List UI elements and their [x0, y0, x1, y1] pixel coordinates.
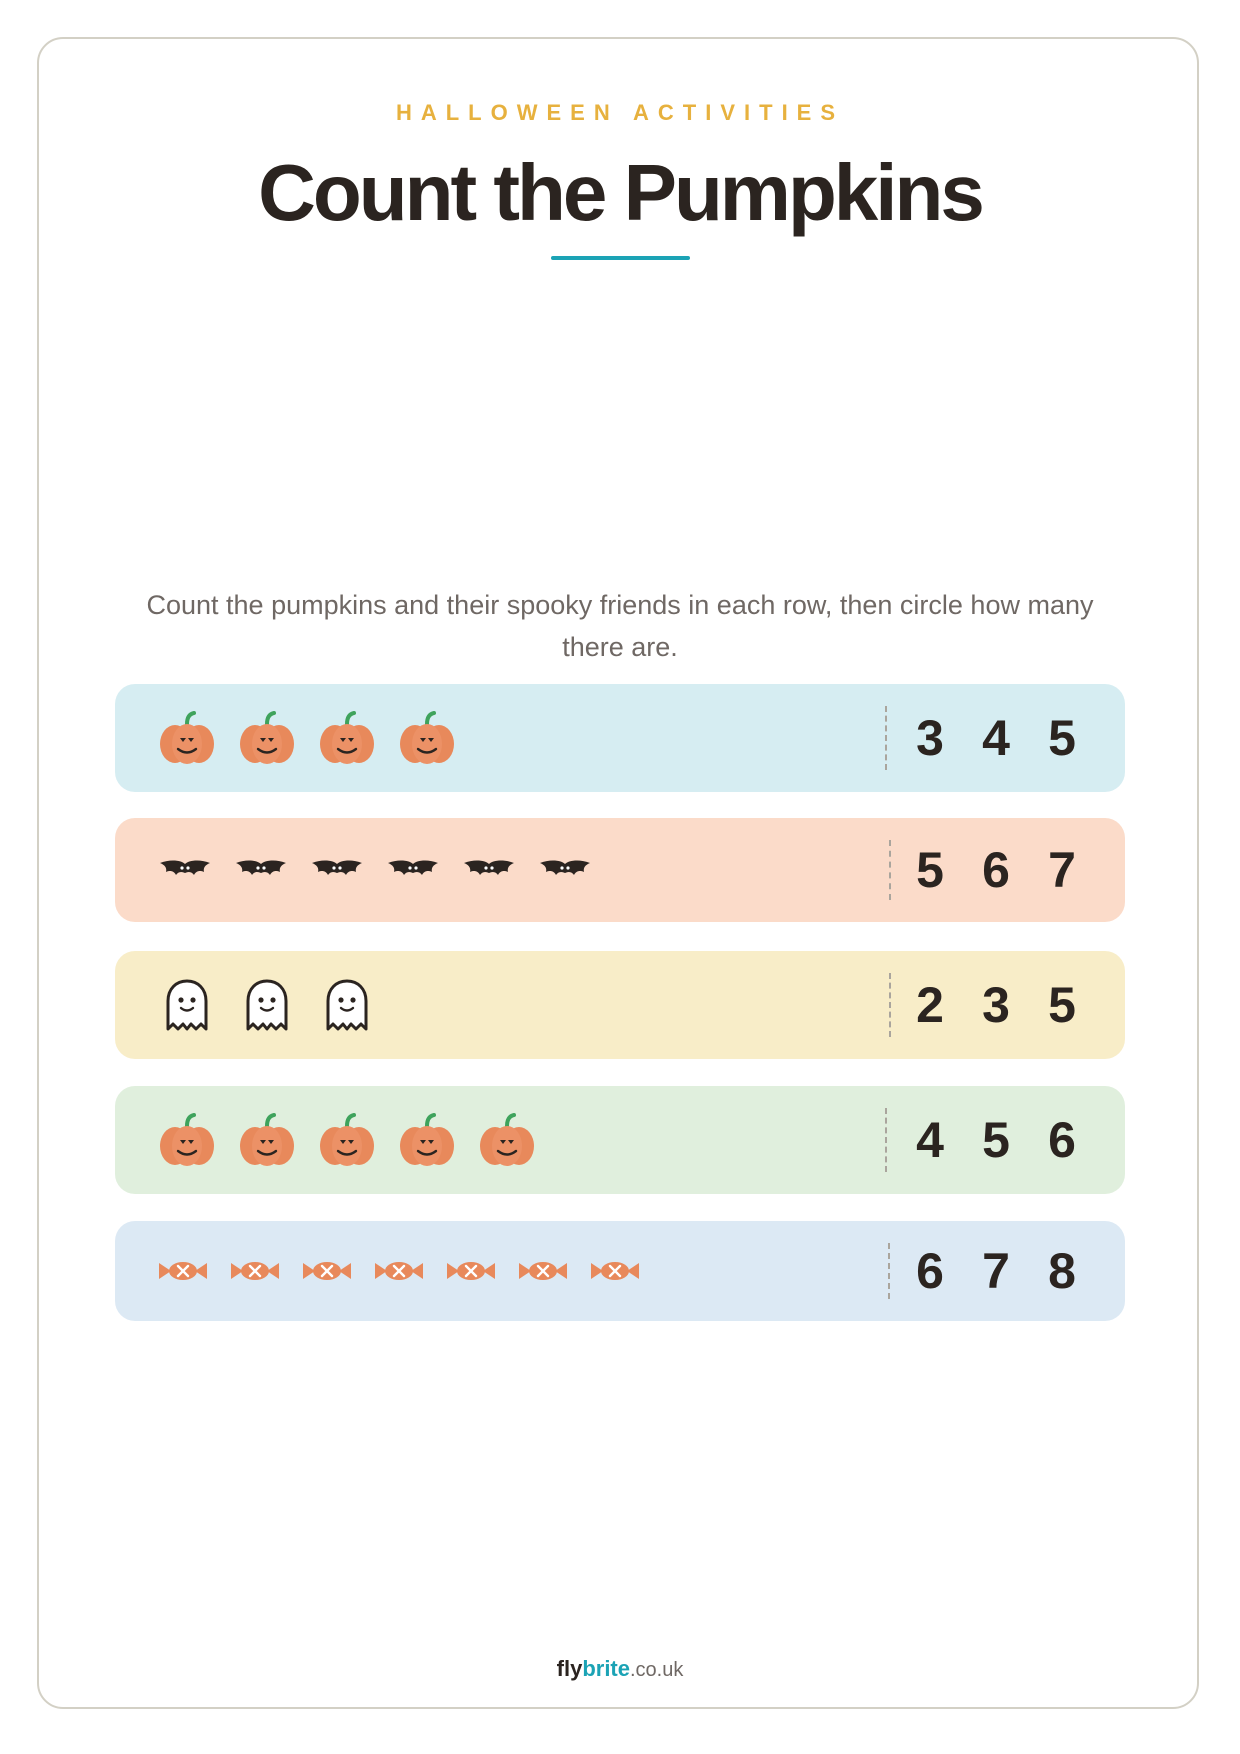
- pumpkin-icon: [307, 710, 387, 766]
- answer-choices: [897, 684, 1095, 792]
- count-row: [115, 684, 1125, 792]
- answer-choice[interactable]: 6: [1048, 1112, 1076, 1168]
- row-divider: [889, 840, 891, 900]
- pumpkin-icon: [147, 710, 227, 766]
- bat-icon: [147, 855, 223, 885]
- answer-choice[interactable]: 7: [1048, 842, 1076, 898]
- ghost-icon: [227, 977, 307, 1033]
- row-items: [147, 684, 467, 792]
- answer-choice[interactable]: 5: [1048, 710, 1076, 766]
- answer-choices: [897, 951, 1095, 1059]
- answer-choices: [897, 1086, 1095, 1194]
- count-row: [115, 1086, 1125, 1194]
- bat-icon: [527, 855, 603, 885]
- row-items: [147, 1086, 547, 1194]
- answer-choice[interactable]: 3: [982, 977, 1010, 1033]
- answer-choice[interactable]: 4: [916, 1112, 944, 1168]
- answer-choice[interactable]: 2: [916, 977, 944, 1033]
- answer-choices: [897, 818, 1095, 922]
- answer-choice[interactable]: 7: [982, 1243, 1010, 1299]
- answer-choices: [897, 1221, 1095, 1321]
- answer-choice[interactable]: 3: [916, 710, 944, 766]
- pumpkin-icon: [147, 1112, 227, 1168]
- answer-choice[interactable]: 4: [982, 710, 1010, 766]
- bat-icon: [375, 855, 451, 885]
- footer-logo: [0, 1656, 1240, 1682]
- candy-icon: [219, 1259, 291, 1283]
- pumpkin-icon: [307, 1112, 387, 1168]
- ghost-icon: [147, 977, 227, 1033]
- count-row: [115, 1221, 1125, 1321]
- pumpkin-icon: [227, 1112, 307, 1168]
- instructions-text: Count the pumpkins and their spooky friends in each row, then circle how many there are.: [146, 590, 1094, 662]
- bat-icon: [223, 855, 299, 885]
- answer-choice[interactable]: 5: [916, 842, 944, 898]
- candy-icon: [507, 1259, 579, 1283]
- bat-icon: [451, 855, 527, 885]
- answer-choice[interactable]: 6: [916, 1243, 944, 1299]
- answer-choice[interactable]: 5: [1048, 977, 1076, 1033]
- section-eyebrow: HALLOWEEN ACTIVITIES: [395, 100, 845, 125]
- page-title: Count the Pumpkins: [258, 148, 982, 237]
- row-items: [147, 951, 387, 1059]
- title-underline: [551, 256, 690, 260]
- count-row: [115, 818, 1125, 922]
- row-divider: [888, 1243, 890, 1299]
- row-divider: [885, 1108, 887, 1172]
- answer-choice[interactable]: 5: [982, 1112, 1010, 1168]
- pumpkin-icon: [227, 710, 307, 766]
- footer-logo-part2: brite: [582, 1656, 630, 1681]
- footer-logo-part3: .co.uk: [630, 1659, 684, 1681]
- row-items: [147, 1221, 651, 1321]
- row-divider: [889, 973, 891, 1037]
- candy-icon: [579, 1259, 651, 1283]
- pumpkin-icon: [467, 1112, 547, 1168]
- candy-icon: [363, 1259, 435, 1283]
- candy-icon: [147, 1259, 219, 1283]
- answer-choice[interactable]: 8: [1048, 1243, 1076, 1299]
- pumpkin-icon: [387, 1112, 467, 1168]
- row-items: [147, 818, 603, 922]
- bat-icon: [299, 855, 375, 885]
- pumpkin-icon: [387, 710, 467, 766]
- count-row: [115, 951, 1125, 1059]
- candy-icon: [435, 1259, 507, 1283]
- footer-logo-part1: fly: [556, 1656, 583, 1681]
- row-divider: [885, 706, 887, 770]
- candy-icon: [291, 1259, 363, 1283]
- answer-choice[interactable]: 6: [982, 842, 1010, 898]
- ghost-icon: [307, 977, 387, 1033]
